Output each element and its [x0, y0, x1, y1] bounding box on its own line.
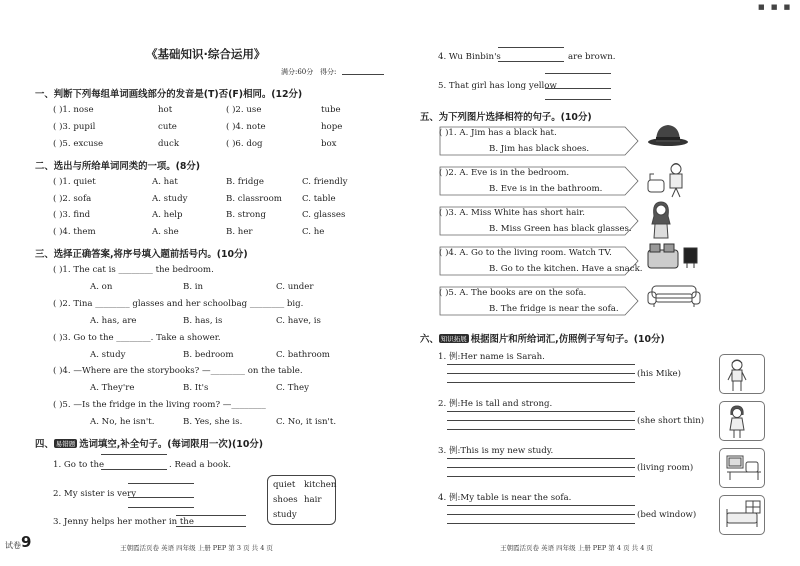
section-5-heading: 五、为下列图片选择相符的句子。(10分): [420, 112, 592, 123]
s4-q2-pre: 2. My sister is very: [53, 489, 137, 499]
s1-r1-c3: ( )2. use: [226, 105, 262, 115]
s4-q1-blank-a[interactable]: [101, 454, 167, 455]
boy-icon: [724, 358, 750, 396]
word-shoes: shoes: [273, 495, 298, 505]
s6-answer-line[interactable]: [447, 476, 635, 477]
s6-picture-box: [719, 448, 765, 488]
s5-item: [439, 126, 639, 156]
left-page-number: 9: [21, 533, 32, 551]
s1-r2-c2: cute: [158, 122, 177, 132]
word-hair: hair: [304, 495, 322, 505]
section-3-heading: 三、选择正确答案,将序号填入题前括号内。(10分): [35, 249, 248, 260]
s6-hint: (living room): [637, 463, 694, 473]
s6-hint: (she short thin): [637, 416, 705, 426]
s1-r3-c2: duck: [158, 139, 180, 149]
s1-r3-c1: ( )5. excuse: [53, 139, 104, 149]
s3-q4: ( )4. —Where are the storybooks? —________ on the table.: [53, 366, 303, 376]
s6-answer-line[interactable]: [447, 373, 635, 374]
s3-q3: ( )3. Go to the ________. Take a shower.: [53, 333, 221, 343]
s1-r1-c4: tube: [321, 105, 341, 115]
s5-option-a: ( )3. A. Miss White has short hair.: [439, 208, 586, 218]
s1-r3-c4: box: [321, 139, 337, 149]
s3-q2-c: C. have, is: [276, 316, 321, 326]
s5-item: [439, 206, 639, 236]
s6-picture-box: [719, 354, 765, 394]
s6-picture-box: [719, 495, 765, 535]
s5-option-a: ( )2. A. Eve is in the bedroom.: [439, 168, 570, 178]
s6-example: 4. 例:My table is near the sofa.: [438, 493, 572, 503]
s2-r2-c2: A. study: [152, 194, 188, 204]
s3-q5-c: C. No, it isn't.: [276, 417, 337, 427]
s5-option-a: ( )4. A. Go to the living room. Watch TV.: [439, 248, 612, 258]
s2-r1-c3: B. fridge: [226, 177, 264, 187]
s6-answer-line[interactable]: [447, 458, 635, 459]
s5-option-b: B. Miss Green has black glasses.: [489, 224, 632, 234]
r-q5-pre: 5. That girl has long yellow: [438, 81, 557, 91]
left-footer-label: 试卷: [5, 541, 21, 550]
section-1-heading: 一、判断下列每组单词画线部分的发音是(T)否(F)相同。(12分): [35, 89, 303, 100]
s6-answer-line[interactable]: [447, 505, 635, 506]
girl-icon: [724, 405, 750, 443]
girl-bathroom-icon: [646, 160, 690, 204]
s1-r3-c3: ( )6. dog: [226, 139, 263, 149]
s3-q1-c: C. under: [276, 282, 314, 292]
s3-q5-a: A. No, he isn't.: [90, 417, 155, 427]
s6-answer-line[interactable]: [447, 420, 635, 421]
r-q5-blank-a[interactable]: [545, 73, 611, 74]
s2-r2-c3: B. classroom: [226, 194, 282, 204]
s6-example: 1. 例:Her name is Sarah.: [438, 352, 545, 362]
s2-r3-c1: ( )3. find: [53, 210, 91, 220]
error-prone-badge: 易错题: [55, 440, 76, 448]
score-label: 得分:: [320, 68, 337, 76]
r-q5-blank-b[interactable]: [545, 88, 611, 89]
s1-r2-c4: hope: [321, 122, 343, 132]
right-footer-text: 王朝霞活页卷 英语 四年级 上册 PEP 第 4 页 共 4 页: [500, 544, 653, 552]
s5-option-b: B. The fridge is near the sofa.: [489, 304, 619, 314]
section-4-number: 四、: [35, 439, 54, 450]
s6-answer-line[interactable]: [447, 514, 635, 515]
s2-r4-c4: C. he: [302, 227, 325, 237]
knowledge-expand-badge: 知识拓展: [440, 335, 467, 343]
living-room-icon: [646, 240, 698, 278]
s2-r4-c3: B. her: [226, 227, 253, 237]
s3-q4-c: C. They: [276, 383, 309, 393]
section-6-title: 根据图片和所给词汇,仿照例子写句子。(10分): [470, 334, 665, 345]
s2-r4-c1: ( )4. them: [53, 227, 96, 237]
r-q4-blank-b[interactable]: [498, 61, 564, 62]
word-study: study: [273, 510, 297, 520]
s5-item: [439, 166, 639, 196]
s3-q4-a: A. They're: [90, 383, 135, 393]
s2-r2-c4: C. table: [302, 194, 336, 204]
s6-answer-line[interactable]: [447, 382, 635, 383]
section-4-heading: [35, 436, 263, 450]
word-bank-box: [267, 475, 336, 525]
s1-r2-c3: ( )4. note: [226, 122, 266, 132]
s5-option-b: B. Jim has black shoes.: [489, 144, 590, 154]
s6-answer-line[interactable]: [447, 411, 635, 412]
s5-option-b: B. Go to the kitchen. Have a snack.: [489, 264, 643, 274]
s5-option-a: ( )1. A. Jim has a black hat.: [439, 128, 557, 138]
tv-room-icon: [724, 452, 764, 486]
s4-q1-blank-b[interactable]: [101, 469, 167, 470]
score-full: 满分:60分: [281, 68, 314, 76]
s3-q2-a: A. has, are: [90, 316, 137, 326]
s5-option-b: B. Eve is in the bathroom.: [489, 184, 603, 194]
score-blank[interactable]: [342, 74, 384, 75]
r-q4-post: are brown.: [568, 52, 616, 62]
s6-example: 2. 例:He is tall and strong.: [438, 399, 553, 409]
s6-hint: (his Mike): [637, 369, 681, 379]
s2-r2-c1: ( )2. sofa: [53, 194, 92, 204]
s2-r1-c1: ( )1. quiet: [53, 177, 96, 187]
s6-picture-box: [719, 401, 765, 441]
s3-q4-b: B. It's: [183, 383, 209, 393]
s3-q5: ( )5. —Is the fridge in the living room? —________: [53, 400, 266, 410]
r-q5-blank-c[interactable]: [545, 99, 611, 100]
section-6-heading: [420, 331, 665, 345]
s3-q5-b: B. Yes, she is.: [183, 417, 243, 427]
word-quiet: quiet: [273, 480, 296, 490]
s6-answer-line[interactable]: [447, 467, 635, 468]
s1-r2-c1: ( )3. pupil: [53, 122, 96, 132]
s1-r1-c1: ( )1. nose: [53, 105, 94, 115]
woman-long-hair-icon: [646, 200, 676, 244]
s3-q2: ( )2. Tina ________ glasses and her schoolbag ________ big.: [53, 299, 304, 309]
left-footer-text: 王朝霞活页卷 英语 四年级 上册 PEP 第 3 页 共 4 页: [120, 544, 273, 552]
s5-item: [439, 246, 643, 276]
s2-r3-c2: A. help: [152, 210, 183, 220]
section-2-heading: 二、选出与所给单词同类的一项。(8分): [35, 161, 201, 172]
s2-r4-c2: A. she: [152, 227, 179, 237]
word-kitchen: kitchen: [304, 480, 337, 490]
s6-answer-line[interactable]: [447, 429, 635, 430]
s3-q1-b: B. in: [183, 282, 204, 292]
s4-q1-pre: 1. Go to the: [53, 460, 105, 470]
section-6-number: 六、: [420, 334, 439, 345]
sofa-icon: [646, 280, 702, 312]
s3-q3-c: C. bathroom: [276, 350, 330, 360]
s2-r3-c4: C. glasses: [302, 210, 346, 220]
r-q4-pre: 4. Wu Binbin's: [438, 52, 501, 62]
s6-hint: (bed window): [637, 510, 697, 520]
s2-r1-c4: C. friendly: [302, 177, 348, 187]
s3-q3-b: B. bedroom: [183, 350, 234, 360]
s2-r3-c3: B. strong: [226, 210, 266, 220]
s3-q2-b: B. has, is: [183, 316, 223, 326]
hat-icon: [646, 120, 690, 152]
s4-q2-blank-a[interactable]: [128, 483, 194, 484]
s4-q3-pre: 3. Jenny helps her mother in the: [53, 517, 194, 527]
s3-q3-a: A. study: [90, 350, 126, 360]
s2-r1-c2: A. hat: [152, 177, 178, 187]
s6-answer-line[interactable]: [447, 364, 635, 365]
s4-q2-blank-b[interactable]: [128, 497, 194, 498]
s4-q3-blank-b[interactable]: [176, 526, 246, 527]
section-4-title: 选词填空,补全句子。(每词限用一次)(10分): [79, 439, 264, 450]
r-q4-blank-a[interactable]: [498, 47, 564, 48]
s3-q1-a: A. on: [90, 282, 113, 292]
page-title: 《基础知识·综合运用》: [146, 47, 266, 61]
bedroom-icon: [724, 499, 764, 533]
header-marks: ■ ■ ■: [758, 3, 793, 11]
s4-q2-blank-c[interactable]: [128, 507, 194, 508]
s5-option-a: ( )5. A. The books are on the sofa.: [439, 288, 587, 298]
s5-item: [439, 286, 639, 316]
s3-q1: ( )1. The cat is ________ the bedroom.: [53, 265, 214, 275]
s4-q1-post: . Read a book.: [169, 460, 232, 470]
s4-q3-blank-a[interactable]: [176, 515, 246, 516]
s6-example: 3. 例:This is my new study.: [438, 446, 554, 456]
s6-answer-line[interactable]: [447, 523, 635, 524]
s1-r1-c2: hot: [158, 105, 173, 115]
